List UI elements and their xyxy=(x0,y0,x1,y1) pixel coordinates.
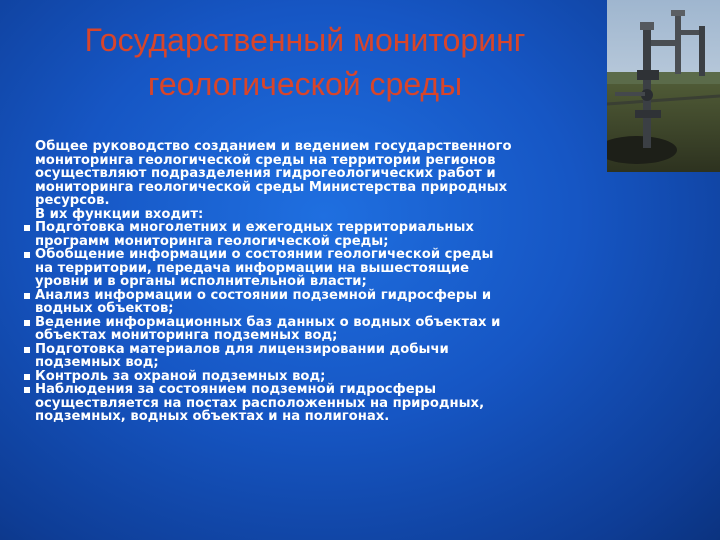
intro-line: ресурсов. xyxy=(35,193,110,208)
title-line-1: Государственный мониторинг xyxy=(84,22,526,58)
bullet-line: Подготовка материалов для лицензировании добычи xyxy=(35,341,449,357)
bullet-item xyxy=(0,343,612,370)
bullet-line: осуществляется на постах расположенных на природных, xyxy=(35,395,485,411)
bullet-item xyxy=(0,316,612,343)
bullet-item xyxy=(0,383,612,424)
bullet-square-icon xyxy=(24,347,30,353)
title-line-2: геологической среды xyxy=(147,66,463,102)
bullet-square-icon xyxy=(24,387,30,393)
bullet-line: Анализ информации о состоянии подземной гидросферы и xyxy=(35,287,492,303)
bullet-line: подземных, водных объектах и на полигонах. xyxy=(35,409,390,424)
intro-line: мониторинга геологической среды на территории регионов xyxy=(35,152,496,168)
intro-line: мониторинга геологической среды Министерства природных xyxy=(35,179,508,195)
bullet-line: Ведение информационных баз данных о водных объектах и xyxy=(35,314,501,330)
bullet-line: на территории, передача информации на вышестоящие xyxy=(35,260,470,276)
intro-line: Общее руководство созданием и ведением государственного xyxy=(35,139,512,154)
bullet-square-icon xyxy=(24,252,30,258)
bullet-line: программ мониторинга геологической среды; xyxy=(35,233,389,249)
bullet-line: объектах мониторинга подземных вод; xyxy=(35,328,338,343)
bullet-line: Обобщение информации о состоянии геологической среды xyxy=(35,247,494,262)
bullet-item xyxy=(0,248,612,289)
slide-content xyxy=(0,140,612,424)
wellhead-photo xyxy=(607,0,720,172)
bullet-square-icon xyxy=(24,320,30,326)
bullet-line: уровни и в органы исполнительной власти; xyxy=(35,274,367,289)
slide-title xyxy=(40,18,570,106)
bullet-line: Подготовка многолетних и ежегодных территориальных xyxy=(35,220,474,235)
bullet-item xyxy=(0,289,612,316)
bullet-line: водных объектов; xyxy=(35,301,174,316)
bullet-line: подземных вод; xyxy=(35,355,159,370)
bullet-line: Наблюдения за состоянием подземной гидросферы xyxy=(35,382,437,397)
bullet-square-icon xyxy=(24,374,30,380)
intro-paragraph xyxy=(0,140,612,221)
bullet-square-icon xyxy=(24,293,30,299)
bullet-item xyxy=(0,221,612,248)
intro-line: осуществляют подразделения гидрогеологических работ и xyxy=(35,166,496,181)
intro-line: В их функции входит: xyxy=(35,206,204,222)
bullet-item xyxy=(0,370,612,384)
bullet-square-icon xyxy=(24,225,30,231)
bullet-line: Контроль за охраной подземных вод; xyxy=(35,368,326,384)
